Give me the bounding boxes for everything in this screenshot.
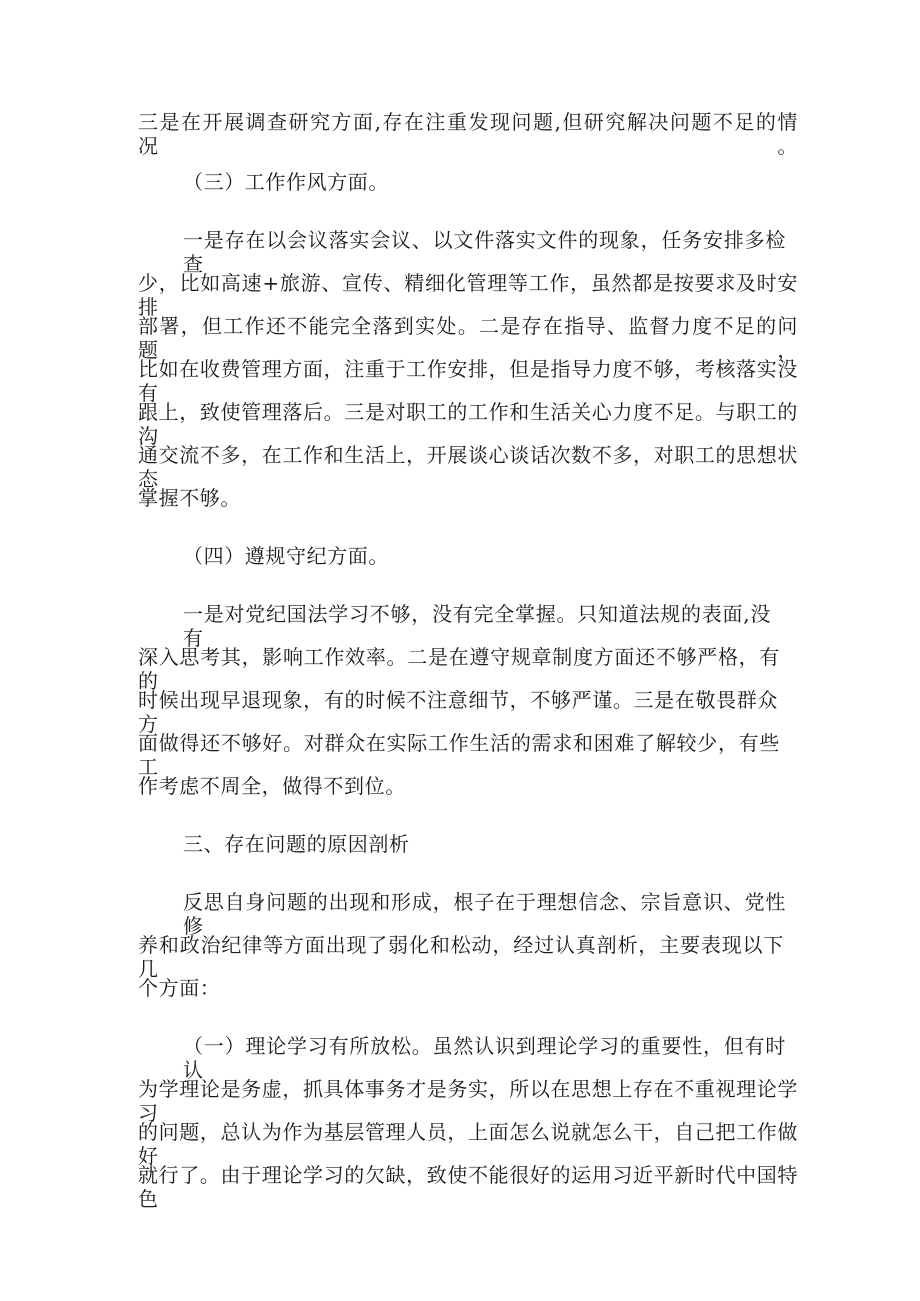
paragraph-line: 就行了。由于理论学习的欠缺，致使不能很好的运用习近平新时代中国特色 [138, 1163, 798, 1211]
paragraph-line: 养和政治纪律等方面出现了弱化和松动，经过认真剖析，主要表现以下几 [138, 933, 784, 981]
paragraph-line: 面做得还不够好。对群众在实际工作生活的需求和困难了解较少，有些工 [138, 731, 780, 779]
paragraph-line: 的问题，总认为作为基层管理人员，上面怎么说就怎么干，自己把工作做好 [138, 1120, 798, 1168]
paragraph-line: 掌握不够。 [138, 486, 241, 510]
paragraph-line: 反思自身问题的出现和形成，根子在于理想信念、宗旨意识、党性修 [183, 890, 786, 938]
paragraph-line: 部署，但工作还不能完全落到实处。二是存在指导、监督力度不足的问题， [138, 314, 798, 362]
paragraph-line: 为学理论是务虚，抓具体事务才是务实，所以在思想上存在不重视理论学习 [138, 1077, 798, 1125]
chapter-heading: 三、存在问题的原因剖析 [183, 832, 410, 856]
paragraph-line: 跟上，致使管理落后。三是对职工的工作和生活关心力度不足。与职工的沟 [138, 400, 798, 448]
paragraph-line: 少，比如高速+旅游、宣传、精细化管理等工作，虽然都是按要求及时安排 [138, 271, 798, 319]
paragraph-line: 一是存在以会议落实会议、以文件落实文件的现象，任务安排多检查 [183, 228, 786, 276]
paragraph-line: 深入思考其，影响工作效率。二是在遵守规章制度方面还不够严格，有的 [138, 645, 780, 693]
paragraph-line: 个方面： [138, 976, 221, 1000]
section-heading: （三）工作作风方面。 [183, 170, 389, 194]
paragraph-line: 一是对党纪国法学习不够，没有完全掌握。只知道法规的表面,没有 [183, 602, 771, 650]
paragraph-line: 时候出现早退现象，有的时候不注意细节，不够严谨。三是在敬畏群众方 [138, 688, 778, 736]
paragraph-line: 比如在收费管理方面，注重于工作安排，但是指导力度不够，考核落实没有 [138, 357, 798, 405]
paragraph-line: 通交流不多，在工作和生活上，开展谈心谈话次数不多，对职工的思想状态 [138, 443, 798, 491]
paragraph-line: 作考虑不周全，做得不到位。 [138, 774, 406, 798]
paragraph-line: （一）理论学习有所放松。虽然认识到理论学习的重要性，但有时认 [183, 1034, 786, 1082]
paragraph-line: 三是在开展调查研究方面,存在注重发现问题,但研究解决问题不足的情况。 [138, 110, 798, 158]
section-heading: （四）遵规守纪方面。 [183, 544, 389, 568]
